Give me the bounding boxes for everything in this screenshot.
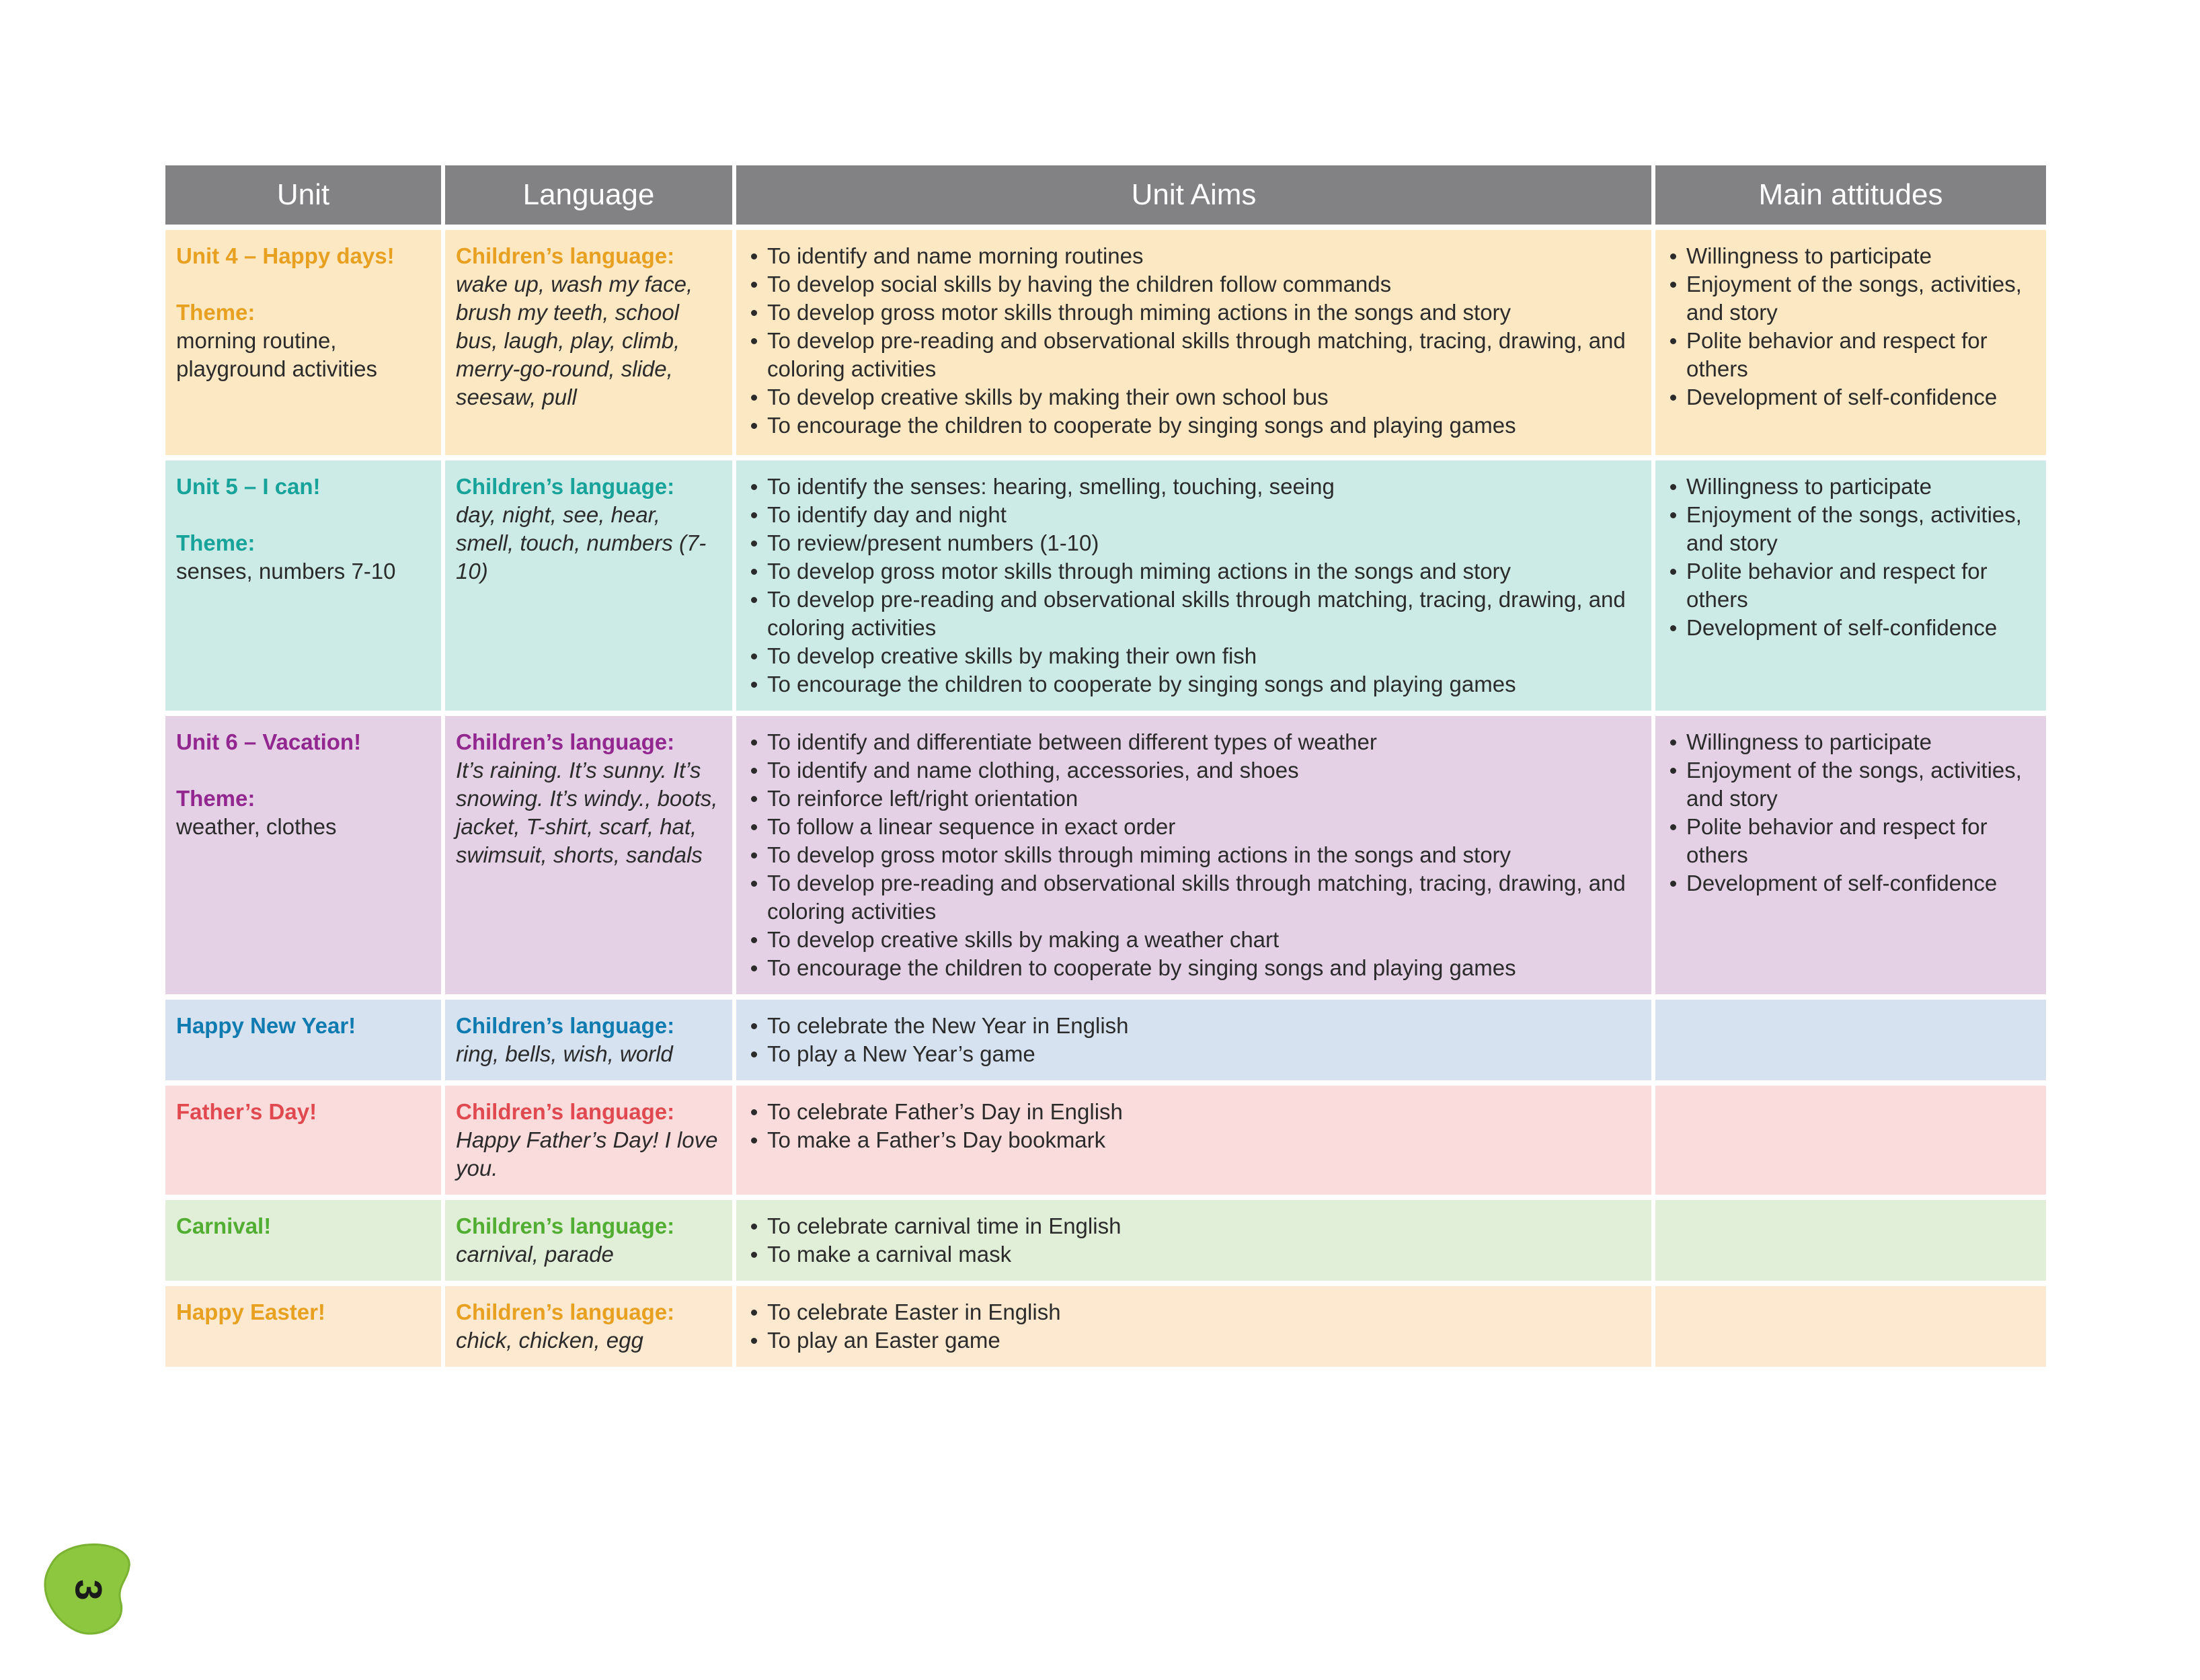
language-label: Children’s language: (456, 729, 675, 754)
aim-item: To celebrate carnival time in English (747, 1212, 1641, 1240)
unit-title: Carnival! (176, 1213, 272, 1238)
attitudes-list (1666, 728, 2035, 897)
unit-cell (165, 1000, 441, 1080)
attitudes-cell (1655, 1086, 2046, 1195)
aim-item: To develop creative skills by making a weather chart (747, 926, 1641, 954)
attitude-item: Development of self-confidence (1666, 614, 2035, 642)
aim-item: To develop gross motor skills through miming actions in the songs and story (747, 841, 1641, 869)
language-label: Children’s language: (456, 1099, 675, 1124)
attitude-item: Enjoyment of the songs, activities, and story (1666, 501, 2035, 557)
language-label: Children’s language: (456, 1299, 675, 1324)
unit-title: Father’s Day! (176, 1099, 317, 1124)
unit-title: Unit 4 – Happy days! (176, 243, 395, 268)
aim-item: To review/present numbers (1-10) (747, 529, 1641, 557)
aim-item: To identify and name clothing, accessories, and shoes (747, 756, 1641, 785)
language-text: chick, chicken, egg (456, 1328, 643, 1353)
aim-item: To develop pre-reading and observational skills through matching, tracing, drawing, and coloring activities (747, 327, 1641, 383)
attitudes-cell (1655, 716, 2046, 994)
language-text: day, night, see, hear, smell, touch, numbers (7-10) (456, 502, 707, 584)
aim-item: To make a Father’s Day bookmark (747, 1126, 1641, 1154)
unit-cell (165, 230, 441, 455)
language-text: Happy Father’s Day! I love you. (456, 1127, 718, 1181)
attitudes-cell (1655, 1286, 2046, 1367)
header-unit: Unit (165, 165, 441, 225)
unit-title: Unit 5 – I can! (176, 474, 321, 499)
aim-item: To identify day and night (747, 501, 1641, 529)
language-cell (445, 1286, 732, 1367)
aims-list (747, 1098, 1641, 1154)
header-main-attitudes: Main attitudes (1655, 165, 2046, 225)
aims-list (747, 473, 1641, 698)
attitudes-cell (1655, 461, 2046, 711)
aim-item: To celebrate Easter in English (747, 1298, 1641, 1326)
aim-item: To identify the senses: hearing, smelling, touching, seeing (747, 473, 1641, 501)
aim-item: To identify and differentiate between different types of weather (747, 728, 1641, 756)
unit-cell (165, 716, 441, 994)
language-cell (445, 1200, 732, 1281)
language-cell (445, 1000, 732, 1080)
aims-cell (736, 1286, 1651, 1367)
aims-list (747, 242, 1641, 440)
aim-item: To make a carnival mask (747, 1240, 1641, 1269)
page-number-badge (42, 1539, 136, 1640)
aim-item: To reinforce left/right orientation (747, 785, 1641, 813)
attitude-item: Polite behavior and respect for others (1666, 557, 2035, 614)
attitudes-cell (1655, 1000, 2046, 1080)
aims-cell (736, 1000, 1651, 1080)
aims-cell (736, 230, 1651, 455)
attitudes-cell (1655, 1200, 2046, 1281)
attitude-item: Willingness to participate (1666, 473, 2035, 501)
aim-item: To develop social skills by having the children follow commands (747, 270, 1641, 298)
aim-item: To develop pre-reading and observational skills through matching, tracing, drawing, and coloring activities (747, 869, 1641, 926)
language-label: Children’s language: (456, 243, 675, 268)
attitude-item: Enjoyment of the songs, activities, and story (1666, 270, 2035, 327)
attitudes-cell (1655, 230, 2046, 455)
unit-cell (165, 1286, 441, 1367)
unit-title: Happy Easter! (176, 1299, 325, 1324)
header-language: Language (445, 165, 732, 225)
aim-item: To encourage the children to cooperate by singing songs and playing games (747, 954, 1641, 982)
attitude-item: Willingness to participate (1666, 242, 2035, 270)
theme-text: senses, numbers 7-10 (176, 559, 396, 584)
aims-list (747, 728, 1641, 982)
theme-text: morning routine, playground activities (176, 328, 377, 381)
language-cell (445, 461, 732, 711)
page-number: 3 (67, 1579, 110, 1601)
aim-item: To identify and name morning routines (747, 242, 1641, 270)
language-label: Children’s language: (456, 1213, 675, 1238)
language-cell (445, 1086, 732, 1195)
aim-item: To celebrate Father’s Day in English (747, 1098, 1641, 1126)
aims-cell (736, 1086, 1651, 1195)
language-text: It’s raining. It’s sunny. It’s snowing. It’s windy., boots, jacket, T-shirt, scarf, hat, swimsuit, shorts, sandals (456, 758, 718, 867)
aim-item: To encourage the children to cooperate by singing songs and playing games (747, 411, 1641, 440)
unit-cell (165, 1086, 441, 1195)
aim-item: To play a New Year’s game (747, 1040, 1641, 1068)
unit-title: Unit 6 – Vacation! (176, 729, 362, 754)
aim-item: To develop gross motor skills through miming actions in the songs and story (747, 557, 1641, 586)
attitude-item: Willingness to participate (1666, 728, 2035, 756)
attitude-item: Development of self-confidence (1666, 383, 2035, 411)
attitudes-list (1666, 242, 2035, 411)
aim-item: To encourage the children to cooperate by singing songs and playing games (747, 670, 1641, 698)
attitude-item: Development of self-confidence (1666, 869, 2035, 897)
aims-cell (736, 1200, 1651, 1281)
aim-item: To develop gross motor skills through miming actions in the songs and story (747, 298, 1641, 327)
language-cell (445, 230, 732, 455)
attitude-item: Enjoyment of the songs, activities, and story (1666, 756, 2035, 813)
aim-item: To follow a linear sequence in exact order (747, 813, 1641, 841)
theme-label: Theme: (176, 300, 256, 325)
language-text: ring, bells, wish, world (456, 1041, 673, 1066)
aims-cell (736, 716, 1651, 994)
aims-list (747, 1012, 1641, 1068)
unit-title: Happy New Year! (176, 1013, 356, 1038)
attitude-item: Polite behavior and respect for others (1666, 813, 2035, 869)
aim-item: To develop creative skills by making their own fish (747, 642, 1641, 670)
language-label: Children’s language: (456, 474, 675, 499)
header-unit-aims: Unit Aims (736, 165, 1651, 225)
aim-item: To develop pre-reading and observational skills through matching, tracing, drawing, and coloring activities (747, 586, 1641, 642)
language-cell (445, 716, 732, 994)
unit-cell (165, 461, 441, 711)
aim-item: To develop creative skills by making their own school bus (747, 383, 1641, 411)
aim-item: To play an Easter game (747, 1326, 1641, 1355)
unit-cell (165, 1200, 441, 1281)
theme-label: Theme: (176, 786, 256, 811)
language-text: wake up, wash my face, brush my teeth, school bus, laugh, play, climb, merry-go-round, slide, seesaw, pull (456, 272, 693, 409)
aim-item: To celebrate the New Year in English (747, 1012, 1641, 1040)
aims-list (747, 1212, 1641, 1269)
language-text: carnival, parade (456, 1242, 614, 1267)
aims-cell (736, 461, 1651, 711)
curriculum-table (165, 165, 2045, 1367)
aims-list (747, 1298, 1641, 1355)
theme-text: weather, clothes (176, 814, 337, 839)
attitude-item: Polite behavior and respect for others (1666, 327, 2035, 383)
language-label: Children’s language: (456, 1013, 675, 1038)
theme-label: Theme: (176, 530, 256, 555)
attitudes-list (1666, 473, 2035, 642)
